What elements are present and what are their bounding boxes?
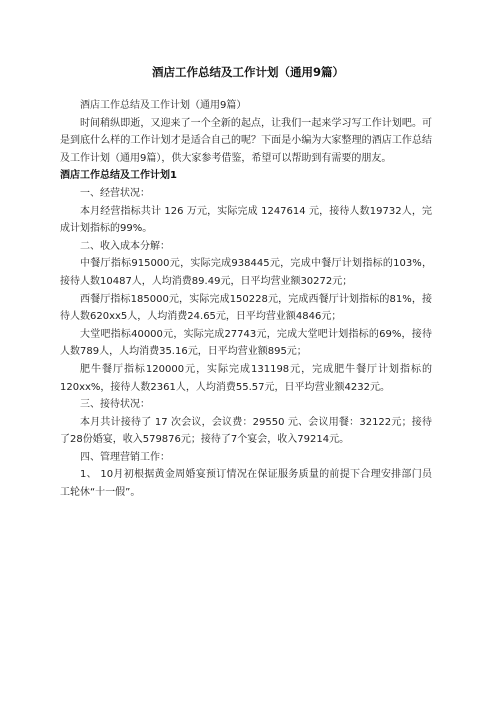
paragraph-chinese-restaurant: 中餐厅指标915000元，实际完成938445元，完成中餐厅计划指标的103%，接待人数10487人，人均消费89.49元，日平均营业额30272元； (60, 258, 432, 287)
subtitle-paragraph: 酒店工作总结及工作计划（通用9篇） (80, 100, 247, 111)
document-body (60, 97, 432, 502)
paragraph-business-status: 本月经营指标共计 126 万元，实际完成 1247614 元，接待人数19732人，完成计划指标的99%。 (60, 205, 432, 235)
heading-management-marketing: 四、管理营销工作： (80, 451, 170, 463)
paragraph-reception-status: 本月共计接待了 17 次会议，会议费：29550 元、会议用餐：32122元；接待了28份婚宴，收入579876元；接待了7个宴会，收入79214元。 (60, 416, 432, 446)
heading-reception-status: 三、接待状况： (80, 399, 150, 411)
paragraph-beef-restaurant: 肥牛餐厅指标120000元，实际完成131198元，完成肥牛餐厅计划指标的120xx%，接待人数2361人，人均消费55.57元，日平均营业额4232元。 (60, 363, 432, 393)
heading-business-status: 一、经营状况： (80, 187, 150, 199)
paragraph-western-restaurant: 西餐厅指标185000元，实际完成150228元，完成西餐厅计划指标的81%，接待人数620xx5人，人均消费24.65元，日平均营业额4846元； (60, 293, 432, 323)
heading-revenue-breakdown: 二、收入成本分解： (80, 240, 170, 252)
section-heading: 酒店工作总结及工作计划1 (60, 170, 177, 182)
paragraph-lobby-bar: 大堂吧指标40000元，实际完成27743元，完成大堂吧计划指标的69%，接待人数789人，人均消费35.16元，日平均营业额895元； (60, 328, 432, 358)
document-title: 酒店工作总结及工作计划（通用9篇） (152, 65, 344, 79)
paragraph-management-item-1: 1、 10月初根据黄金周婚宴预订情况在保证服务质量的前提下合理安排部门员工轮休“十一假”。 (60, 469, 432, 499)
intro-paragraph: 时间稍纵即逝，又迎来了一个全新的起点，让我们一起来学习写工作计划吧。可是到底什么样的工作计划才是适合自己的呢？下面是小编为大家整理的酒店工作总结及工作计划（通用9篇），供大家参考借鉴，希望可以帮助到有需要的朋友。 (60, 117, 432, 164)
